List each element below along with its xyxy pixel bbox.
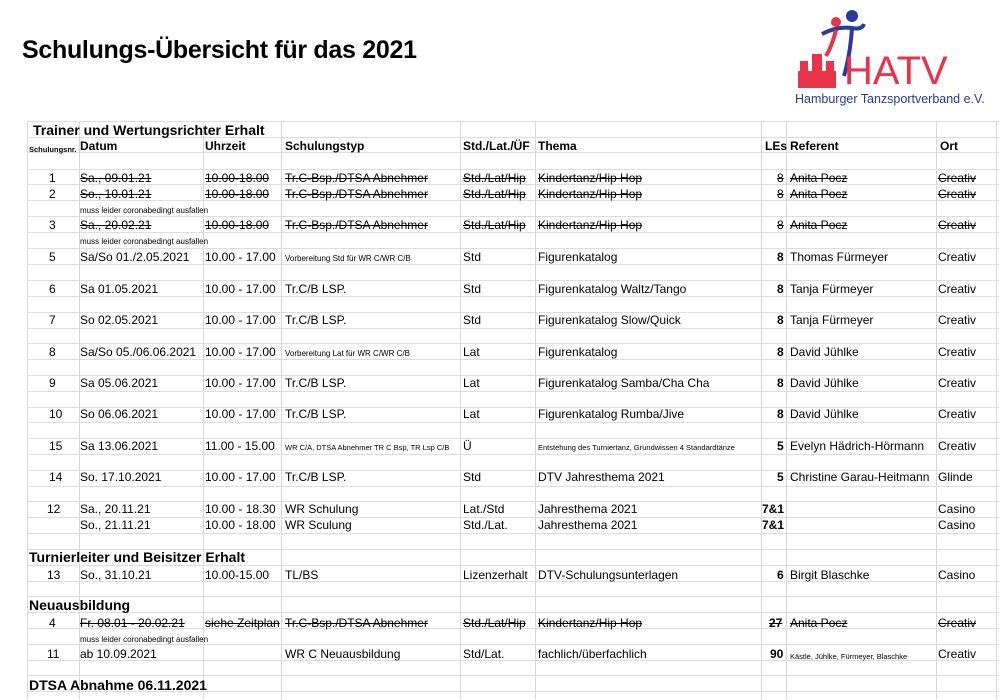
table-cell: 13 bbox=[47, 568, 61, 582]
header-datum: Datum bbox=[80, 139, 118, 153]
section-heading: Turnierleiter und Beisitzer Erhalt bbox=[29, 549, 246, 565]
section-heading: DTSA Abnahme 06.11.2021 bbox=[29, 677, 207, 693]
table-cell: Figurenkatalog Rumba/Jive bbox=[538, 407, 685, 421]
table-cell: 11.00 - 15.00 bbox=[205, 439, 275, 453]
table-cell: Figurenkatalog Waltz/Tango bbox=[538, 282, 687, 296]
header-ort: Ort bbox=[940, 139, 958, 153]
table-cell: Sa 01.05.2021 bbox=[80, 282, 159, 296]
table-cell: Creativ bbox=[938, 647, 977, 661]
section-heading: Neuausbildung bbox=[29, 597, 131, 613]
table-cell: fachlich/überfachlich bbox=[538, 647, 647, 661]
header-les: LEs bbox=[765, 139, 788, 153]
table-cell: Creativ bbox=[938, 439, 977, 453]
table-cell: Vorbereitung Std für WR C/WR C/B bbox=[285, 254, 411, 263]
table-cell: Christine Garau-Heitmann bbox=[790, 470, 930, 484]
table-cell: 10.00-18.00 bbox=[205, 187, 270, 201]
table-cell: Std bbox=[463, 282, 482, 296]
table-cell: 6 bbox=[49, 282, 56, 296]
table-cell: Tr.C/B LSP. bbox=[285, 376, 347, 390]
table-cell: Tr.C/B LSP. bbox=[285, 470, 347, 484]
table-cell: Casino bbox=[938, 518, 976, 532]
table-cell: 10.00-15.00 bbox=[205, 568, 270, 582]
table-cell: So., 21.11.21 bbox=[80, 518, 151, 532]
table-cell: Creativ bbox=[938, 313, 977, 327]
table-cell: Creativ bbox=[938, 376, 977, 390]
table-cell: David Jühlke bbox=[790, 407, 859, 421]
table-cell: 7&1 bbox=[762, 502, 785, 516]
table-cell: Jahresthema 2021 bbox=[538, 502, 638, 516]
cancel-note: muss leider coronabedingt ausfallen bbox=[80, 237, 209, 246]
table-cell: 10.00-18.00 bbox=[205, 171, 270, 185]
table-cell: 3 bbox=[49, 218, 56, 232]
table-cell: Kindertanz/Hip Hop bbox=[538, 187, 643, 201]
table-cell: Std bbox=[463, 313, 482, 327]
table-cell: 90 bbox=[770, 647, 784, 661]
table-cell: Tr.C-Bsp./DTSA Abnehmer bbox=[285, 616, 428, 630]
table-cell: 10.00 - 18.00 bbox=[205, 518, 276, 532]
table-cell: 10.00 - 17.00 bbox=[205, 282, 276, 296]
table-cell: Vorbereitung Lat für WR C/WR C/B bbox=[285, 349, 410, 358]
table-cell: Lat bbox=[463, 407, 480, 421]
table-cell: Tanja Fürmeyer bbox=[790, 313, 874, 327]
table-cell: So 06.06.2021 bbox=[80, 407, 159, 421]
table-cell: Std./Lat/Hip bbox=[463, 171, 526, 185]
table-cell: 8 bbox=[777, 376, 784, 390]
table-cell: Lat bbox=[463, 345, 480, 359]
table-cell: TL/BS bbox=[285, 568, 319, 582]
table-cell: Sa/So 01./2.05.2021 bbox=[80, 250, 190, 264]
header-typ: Schulungstyp bbox=[285, 139, 365, 153]
table-cell: 10.00 - 17.00 bbox=[205, 345, 276, 359]
table-cell: 8 bbox=[777, 250, 784, 264]
table-cell: Jahresthema 2021 bbox=[538, 518, 638, 532]
table-cell: WR Sculung bbox=[285, 518, 352, 532]
table-cell: Creativ bbox=[938, 171, 977, 185]
table-cell: Fr. 08.01 - 20.02.21 bbox=[80, 616, 185, 630]
table-cell: So 02.05.2021 bbox=[80, 313, 159, 327]
table-cell: David Jühlke bbox=[790, 345, 859, 359]
table-cell: 5 bbox=[777, 439, 784, 453]
table-cell: Figurenkatalog bbox=[538, 345, 618, 359]
table-cell: 8 bbox=[777, 313, 784, 327]
table-cell: Kindertanz/Hip Hop bbox=[538, 616, 643, 630]
table-cell: Sa., 20.11.21 bbox=[80, 502, 151, 516]
table-cell: So., 10.01.21 bbox=[80, 187, 152, 201]
cancel-note: muss leider coronabedingt ausfallen bbox=[80, 635, 209, 644]
table-cell: Entstehung des Turniertanz, Grundwissen 4 Standardtänze bbox=[538, 443, 735, 452]
header-referent: Referent bbox=[790, 139, 839, 153]
table-cell: 5 bbox=[49, 250, 56, 264]
table-cell: 7 bbox=[49, 313, 56, 327]
table-cell: 10.00 - 17.00 bbox=[205, 250, 276, 264]
table-cell: Tr.C-Bsp./DTSA Abnehmer bbox=[285, 171, 428, 185]
table-cell: Sa., 09.01.21 bbox=[80, 171, 152, 185]
table-cell: Std./Lat/Hip bbox=[463, 187, 526, 201]
table-cell: Figurenkatalog Slow/Quick bbox=[538, 313, 681, 327]
table-cell: Creativ bbox=[938, 616, 977, 630]
table-cell: Tanja Fürmeyer bbox=[790, 282, 874, 296]
table-cell: Creativ bbox=[938, 282, 977, 296]
table-cell: 2 bbox=[49, 187, 56, 201]
table-cell: DTV-Schulungsunterlagen bbox=[538, 568, 679, 582]
table-cell: 8 bbox=[777, 187, 784, 201]
table-cell: 10.00 - 17.00 bbox=[205, 376, 276, 390]
table-cell: Kindertanz/Hip Hop bbox=[538, 171, 643, 185]
table-cell: Casino bbox=[938, 568, 976, 582]
table-cell: 8 bbox=[777, 407, 784, 421]
table-cell: Lizenzerhalt bbox=[463, 568, 528, 582]
logo-name: Hamburger Tanzsportverband e.V. bbox=[795, 92, 985, 106]
header-thema: Thema bbox=[538, 139, 577, 153]
table-cell: siehe Zeitplan bbox=[205, 616, 280, 630]
table-cell: 9 bbox=[49, 376, 56, 390]
table-cell: Std/Lat. bbox=[463, 647, 505, 661]
table-cell: Evelyn Hädrich-Hörmann bbox=[790, 439, 925, 453]
header-std: Std./Lat./ÜF bbox=[463, 139, 530, 153]
table-cell: Anita Pocz bbox=[790, 218, 848, 232]
table-cell: Std bbox=[463, 470, 482, 484]
table-cell: So. 17.10.2021 bbox=[80, 470, 162, 484]
table-cell: Creativ bbox=[938, 187, 977, 201]
table-cell: Creativ bbox=[938, 345, 977, 359]
table-cell: Creativ bbox=[938, 407, 977, 421]
table-cell: 7&1 bbox=[762, 518, 785, 532]
table-cell: 27 bbox=[769, 616, 783, 630]
table-cell: Sa/So 05./06.06.2021 bbox=[80, 345, 197, 359]
table-cell: Std./Lat/Hip bbox=[463, 218, 526, 232]
table-cell: ab 10.09.2021 bbox=[80, 647, 157, 661]
table-cell: Lat./Std bbox=[463, 502, 505, 516]
table-cell: 10.00 - 18.30 bbox=[205, 502, 276, 516]
table-cell: 10.00 - 17.00 bbox=[205, 470, 276, 484]
header-nr: Schulungsnr. bbox=[29, 145, 77, 154]
table-cell: 12 bbox=[47, 502, 61, 516]
table-cell: 1 bbox=[49, 171, 56, 185]
cancel-note: muss leider coronabedingt ausfallen bbox=[80, 206, 209, 215]
table-cell: Tr.C-Bsp./DTSA Abnehmer bbox=[285, 187, 428, 201]
table-cell: Tr.C-Bsp./DTSA Abnehmer bbox=[285, 218, 428, 232]
table-cell: Std./Lat/Hip bbox=[463, 616, 526, 630]
table-cell: Creativ bbox=[938, 218, 977, 232]
table-cell: 5 bbox=[777, 470, 784, 484]
table-cell: Lat bbox=[463, 376, 480, 390]
table-cell: Sa 05.06.2021 bbox=[80, 376, 159, 390]
table-cell: So., 31.10.21 bbox=[80, 568, 152, 582]
table-cell: Anita Pocz bbox=[790, 616, 848, 630]
table-cell: 8 bbox=[777, 171, 784, 185]
logo-mark: HATV bbox=[844, 49, 948, 93]
table-cell: Birgit Blaschke bbox=[790, 568, 870, 582]
table-cell: 8 bbox=[49, 345, 56, 359]
table-cell: Sa 13.06.2021 bbox=[80, 439, 159, 453]
table-cell: Creativ bbox=[938, 250, 977, 264]
table-cell: 15 bbox=[49, 439, 63, 453]
table-cell: 14 bbox=[49, 470, 63, 484]
table-cell: Kindertanz/Hip Hop bbox=[538, 218, 643, 232]
table-cell: Thomas Fürmeyer bbox=[790, 250, 889, 264]
table-cell: 10.00-18.00 bbox=[205, 218, 270, 232]
table-cell: Std bbox=[463, 250, 482, 264]
header-uhrzeit: Uhrzeit bbox=[205, 139, 246, 153]
table-cell: WR C Neuausbildung bbox=[285, 647, 401, 661]
table-cell: Tr.C/B LSP. bbox=[285, 313, 347, 327]
table-cell: WR C/A, DTSA Abnehmer TR C Bsp, TR Lsp C/B bbox=[285, 443, 450, 452]
table-cell: Std./Lat. bbox=[463, 518, 508, 532]
table-cell: Figurenkatalog Samba/Cha Cha bbox=[538, 376, 710, 390]
table-cell: 10.00 - 17.00 bbox=[205, 313, 276, 327]
table-cell: 10.00 - 17.00 bbox=[205, 407, 276, 421]
table-cell: Tr.C/B LSP. bbox=[285, 282, 347, 296]
table-cell: 8 bbox=[777, 345, 784, 359]
table-cell: Ü bbox=[463, 439, 472, 453]
section-heading: Trainer und Wertungsrichter Erhalt bbox=[33, 122, 265, 138]
table-cell: 4 bbox=[49, 616, 56, 630]
table-cell: Glinde bbox=[938, 470, 973, 484]
table-cell: Anita Pocz bbox=[790, 171, 848, 185]
table-cell: Kästle, Jühlke, Fürmeyer, Blaschke bbox=[790, 652, 908, 661]
page-title: Schulungs-Übersicht für das 2021 bbox=[22, 36, 417, 64]
table-cell: Casino bbox=[938, 502, 976, 516]
table-cell: Tr.C/B LSP. bbox=[285, 407, 347, 421]
table-cell: Figurenkatalog bbox=[538, 250, 618, 264]
table-cell: 10 bbox=[49, 407, 63, 421]
table-cell: 8 bbox=[777, 218, 784, 232]
table-cell: DTV Jahresthema 2021 bbox=[538, 470, 665, 484]
table-cell: 8 bbox=[777, 282, 784, 296]
table-cell: Sa., 20.02.21 bbox=[80, 218, 152, 232]
table-cell: 6 bbox=[777, 568, 784, 582]
table-cell: David Jühlke bbox=[790, 376, 859, 390]
table-cell: Anita Pocz bbox=[790, 187, 848, 201]
table-cell: WR Schulung bbox=[285, 502, 359, 516]
table-cell: 11 bbox=[47, 647, 60, 661]
